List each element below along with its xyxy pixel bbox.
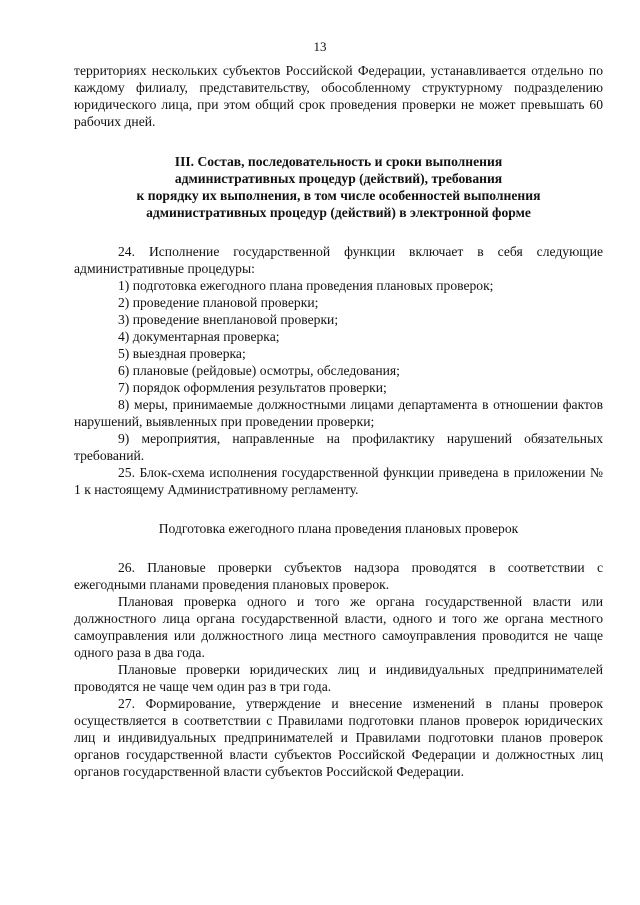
section-heading-line: III. Состав, последовательность и сроки выполнения [174, 154, 503, 169]
list-item: 6) плановые (рейдовые) осмотры, обследования; [118, 363, 400, 378]
subsection-heading: Подготовка ежегодного плана проведения плановых проверок [158, 521, 519, 536]
paragraph-24: 24. Исполнение государственной функции включает в себя следующие административные процедуры: [74, 244, 603, 276]
page-content [74, 62, 603, 780]
intro-paragraph: территориях нескольких субъектов Российской Федерации, устанавливается отдельно по каждому филиалу, представительству, обособленному структурному подразделению юридического лица, при этом общий срок проведения проверки не может превышать 60 рабочих дней. [74, 63, 603, 129]
section-heading-line: административных процедур (действий) в электронной форме [146, 205, 531, 220]
list-item: 4) документарная проверка; [118, 329, 280, 344]
list-item: 5) выездная проверка; [118, 346, 246, 361]
list-item: 3) проведение внеплановой проверки; [118, 312, 339, 327]
list-item: 2) проведение плановой проверки; [118, 295, 319, 310]
section-heading [74, 153, 603, 221]
list-item: 9) мероприятия, направленные на профилактику нарушений обязательных требований. [74, 431, 603, 463]
list-item: 8) меры, принимаемые должностными лицами департамента в отношении фактов нарушений, выявленных при проведении проверки; [74, 397, 603, 429]
paragraph-27: 27. Формирование, утверждение и внесение изменений в планы проверок осуществляется в соответствии с Правилами подготовки планов проверок юридических лиц и индивидуальных предпринимателей и Правилами подготовки планов проверок органов государственной власти субъектов Российской Федерации и должностных лиц органов государственной власти субъектов Российской Федерации. [74, 696, 603, 779]
section-heading-line: административных процедур (действий), требования [174, 171, 503, 186]
section-heading-line: к порядку их выполнения, в том числе особенностей выполнения [136, 188, 541, 203]
paragraph-26: 26. Плановые проверки субъектов надзора проводятся в соответствии с ежегодными планами проведения плановых проверок. [74, 560, 603, 592]
list-item: 7) порядок оформления результатов проверки; [118, 380, 387, 395]
paragraph-26-planned: Плановая проверка одного и того же органа государственной власти или должностного лица органа государственной власти, одного и того же органа местного самоуправления или должностного лица местного самоуправления проводится не чаще одного раза в два года. [74, 594, 603, 660]
paragraph-26-frequency: Плановые проверки юридических лиц и индивидуальных предпринимателей проводятся не чаще чем один раз в три года. [74, 662, 603, 694]
list-item: 1) подготовка ежегодного плана проведения плановых проверок; [118, 278, 494, 293]
page-number: 13 [313, 39, 327, 54]
paragraph-25: 25. Блок-схема исполнения государственной функции приведена в приложении № 1 к настоящему Административному регламенту. [74, 465, 603, 497]
